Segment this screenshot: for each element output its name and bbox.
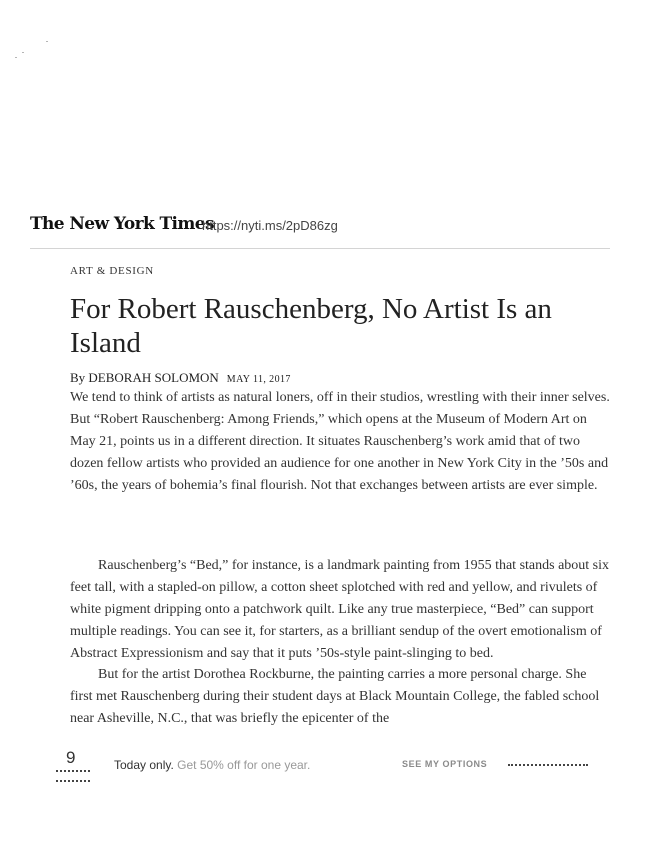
article-paragraph: We tend to think of artists as natural loners, off in their studios, wrestling with their inner selves. But “Robert Rauschenberg: Among Friends,” which opens at the Museum of Modern Art on May 21, points us in a different direction. It situates Rauschenberg’s work amid that of two dozen fellow artists who provided an audience for one another in New York City in the ’50s and ’60s, the years of bohemia’s final flourish. Not that exchanges between artists are ever simple. — [70, 390, 610, 493]
byline — [70, 370, 291, 386]
scan-speck — [15, 57, 17, 58]
promo-text — [114, 758, 310, 772]
scan-speck — [22, 52, 24, 53]
subscription-bar — [0, 745, 657, 785]
decorative-dotted-line — [508, 764, 588, 768]
see-options-link[interactable]: SEE MY OPTIONS — [402, 759, 488, 769]
masthead-logo: The New York Times — [30, 214, 214, 234]
scan-speck — [46, 41, 48, 42]
article-paragraph: But for the artist Dorothea Rockburne, the painting carries a more personal charge. She first met Rauschenberg during their student days at Black Mountain College, the fabled school near Asheville, N.C., that was briefly the epicenter of the — [70, 667, 600, 726]
article-paragraph: Rauschenberg’s “Bed,” for instance, is a landmark painting from 1955 that stands about six feet tall, with a stapled-on pillow, a cotton sheet splotched with red and yellow, and rivulets of white pigment dripping onto a patchwork quilt. Like any true masterpiece, “Bed” can support multiple readings. You can see it, for starters, as a brilliant sendup of the overt emotionalism of Abstract Expressionism and say that it puts ’50s-style paint-slinging to bed. — [70, 558, 610, 661]
short-url[interactable]: https://nyti.ms/2pD86zg — [202, 218, 338, 233]
article-headline: For Robert Rauschenberg, No Artist Is an Island — [70, 293, 552, 359]
promo-lead: Today only. — [114, 758, 174, 772]
page-dots-divider — [56, 770, 90, 774]
page-number: 9 — [66, 748, 76, 767]
section-label[interactable]: ART & DESIGN — [70, 265, 154, 277]
page-dots-divider — [56, 780, 90, 784]
page-header — [30, 214, 610, 249]
promo-offer: Get 50% off for one year. — [177, 758, 311, 772]
author: By DEBORAH SOLOMON — [70, 370, 219, 385]
publish-date: MAY 11, 2017 — [226, 374, 291, 385]
